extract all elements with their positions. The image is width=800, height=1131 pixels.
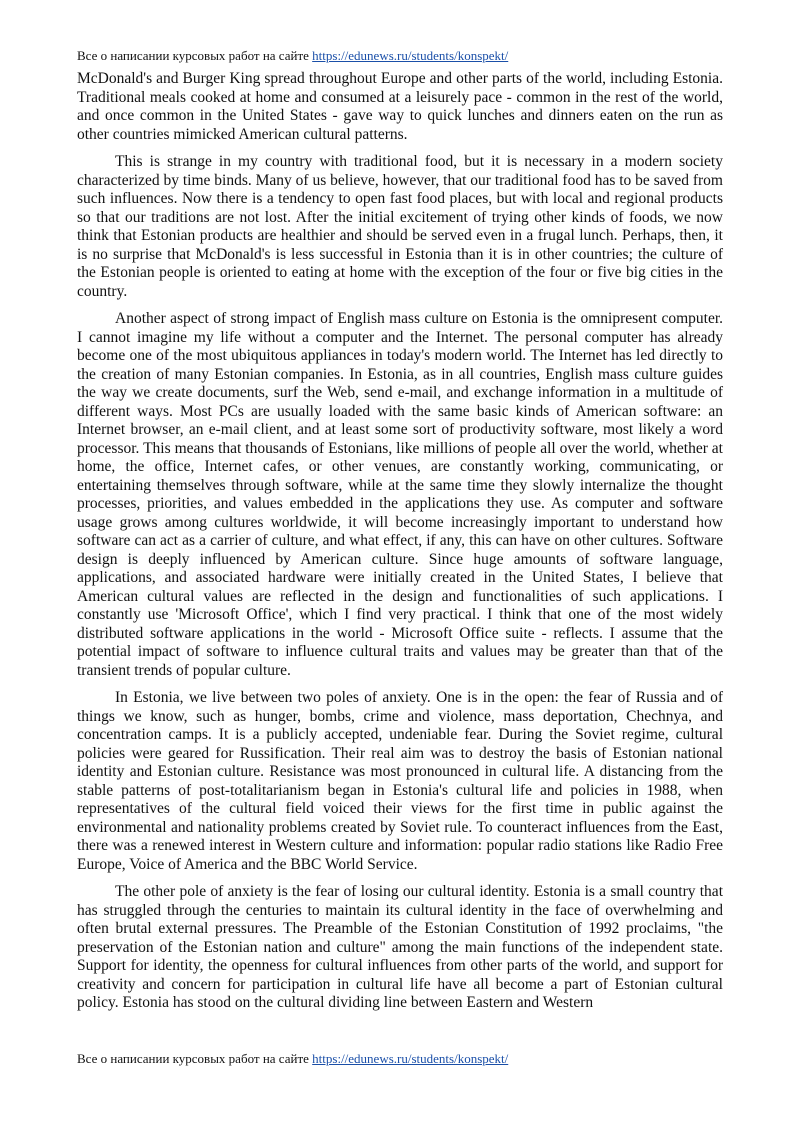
paragraph-4: In Estonia, we live between two poles of anxiety. One is in the open: the fear of Russia and of things we know, such as hunger, bombs, crime and violence, mass deportation, Chechnya, and concentration camps. It is a publicly accepted, undeniable fear. During the Soviet regime, cultural policies were geared for Russification. Their real aim was to destroy the basis of Estonian national identity and Estonian culture. Resistance was most pronounced in cultural life. A distancing from the stable patterns of post-totalitarianism began in Estonia's cultural life and policies in 1988, when representatives of the cultural field voiced their views for the first time in public against the environmental and nationality problems created by Soviet rule. To counteract influences from the East, there was a renewed interest in Western culture and information: popular radio stations like Radio Free Europe, Voice of America and the BBC World Service. bbox=[77, 689, 723, 873]
paragraph-5: The other pole of anxiety is the fear of losing our cultural identity. Estonia is a small country that has struggled through the centuries to maintain its cultural identity in the face of overwhelming and often brutal external pressures. The Preamble of the Estonian Constitution of 1992 proclaims, "the preservation of the Estonian nation and culture" among the main functions of the independent state. Support for identity, the openness for cultural influences from other parts of the world, and support for creativity and concern for participation in cultural life have all become a part of Estonian cultural policy. Estonia has stood on the cultural dividing line between Eastern and Western bbox=[77, 883, 723, 1011]
paragraph-1: McDonald's and Burger King spread throughout Europe and other parts of the world, including Estonia. Traditional meals cooked at home and consumed at a leisurely pace - common in the rest of the world, and once common in the United States - gave way to quick lunches and dinners eaten on the run as other countries mimicked American cultural patterns. bbox=[77, 70, 723, 143]
header-text: Все о написании курсовых работ на сайте bbox=[77, 48, 309, 63]
header-link[interactable]: https://edunews.ru/students/konspekt/ bbox=[312, 48, 509, 63]
footer-text: Все о написании курсовых работ на сайте bbox=[77, 1051, 309, 1066]
page-footer bbox=[77, 1051, 508, 1067]
paragraph-2: This is strange in my country with traditional food, but it is necessary in a modern society characterized by time binds. Many of us believe, however, that our traditional food has to be saved from such influences. Now there is a tendency to open fast food places, but with local and regional products so that our traditions are not lost. After the initial excitement of trying other kinds of foods, we now think that Estonian products are healthier and should be served even in a frugal lunch. Perhaps, then, it is no surprise that McDonald's is less successful in Estonia than it is in other countries; the culture of the Estonian people is oriented to eating at home with the exception of the four or five big cities in the country. bbox=[77, 153, 723, 300]
document-body bbox=[77, 70, 723, 1022]
page-header bbox=[77, 48, 508, 64]
footer-link[interactable]: https://edunews.ru/students/konspekt/ bbox=[312, 1051, 509, 1066]
paragraph-3: Another aspect of strong impact of English mass culture on Estonia is the omnipresent computer. I cannot imagine my life without a computer and the Internet. The personal computer has already become one of the most ubiquitous appliances in today's modern world. The Internet has led directly to the creation of many Estonian companies. In Estonia, as in all countries, English mass culture guides the way we create documents, surf the Web, send e-mail, and exchange information in a multitude of different ways. Most PCs are usually loaded with the same basic kinds of American software: an Internet browser, an e-mail client, and at least some sort of productivity software, most likely a word processor. This means that thousands of Estonians, like millions of people all over the world, whether at home, the office, Internet cafes, or other venues, are constantly working, communicating, or entertaining themselves through software, while at the same time they slowly internalize the thought processes, priorities, and values embedded in the applications they use. As computer and software usage grows among cultures worldwide, it will become increasingly important to understand how software can act as a carrier of culture, and what effect, if any, this can have on other cultures. Software design is deeply influenced by American culture. Since huge amounts of software language, applications, and associated hardware were initially created in the United States, I believe that American cultural values are reflected in the design and functionalities of such applications. I constantly use 'Microsoft Office', which I find very practical. I think that one of the most widely distributed software applications in the world - Microsoft Office suite - reflects. I assume that the potential impact of software to influence cultural traits and values may be greater than that of the transient trends of popular culture. bbox=[77, 310, 723, 679]
